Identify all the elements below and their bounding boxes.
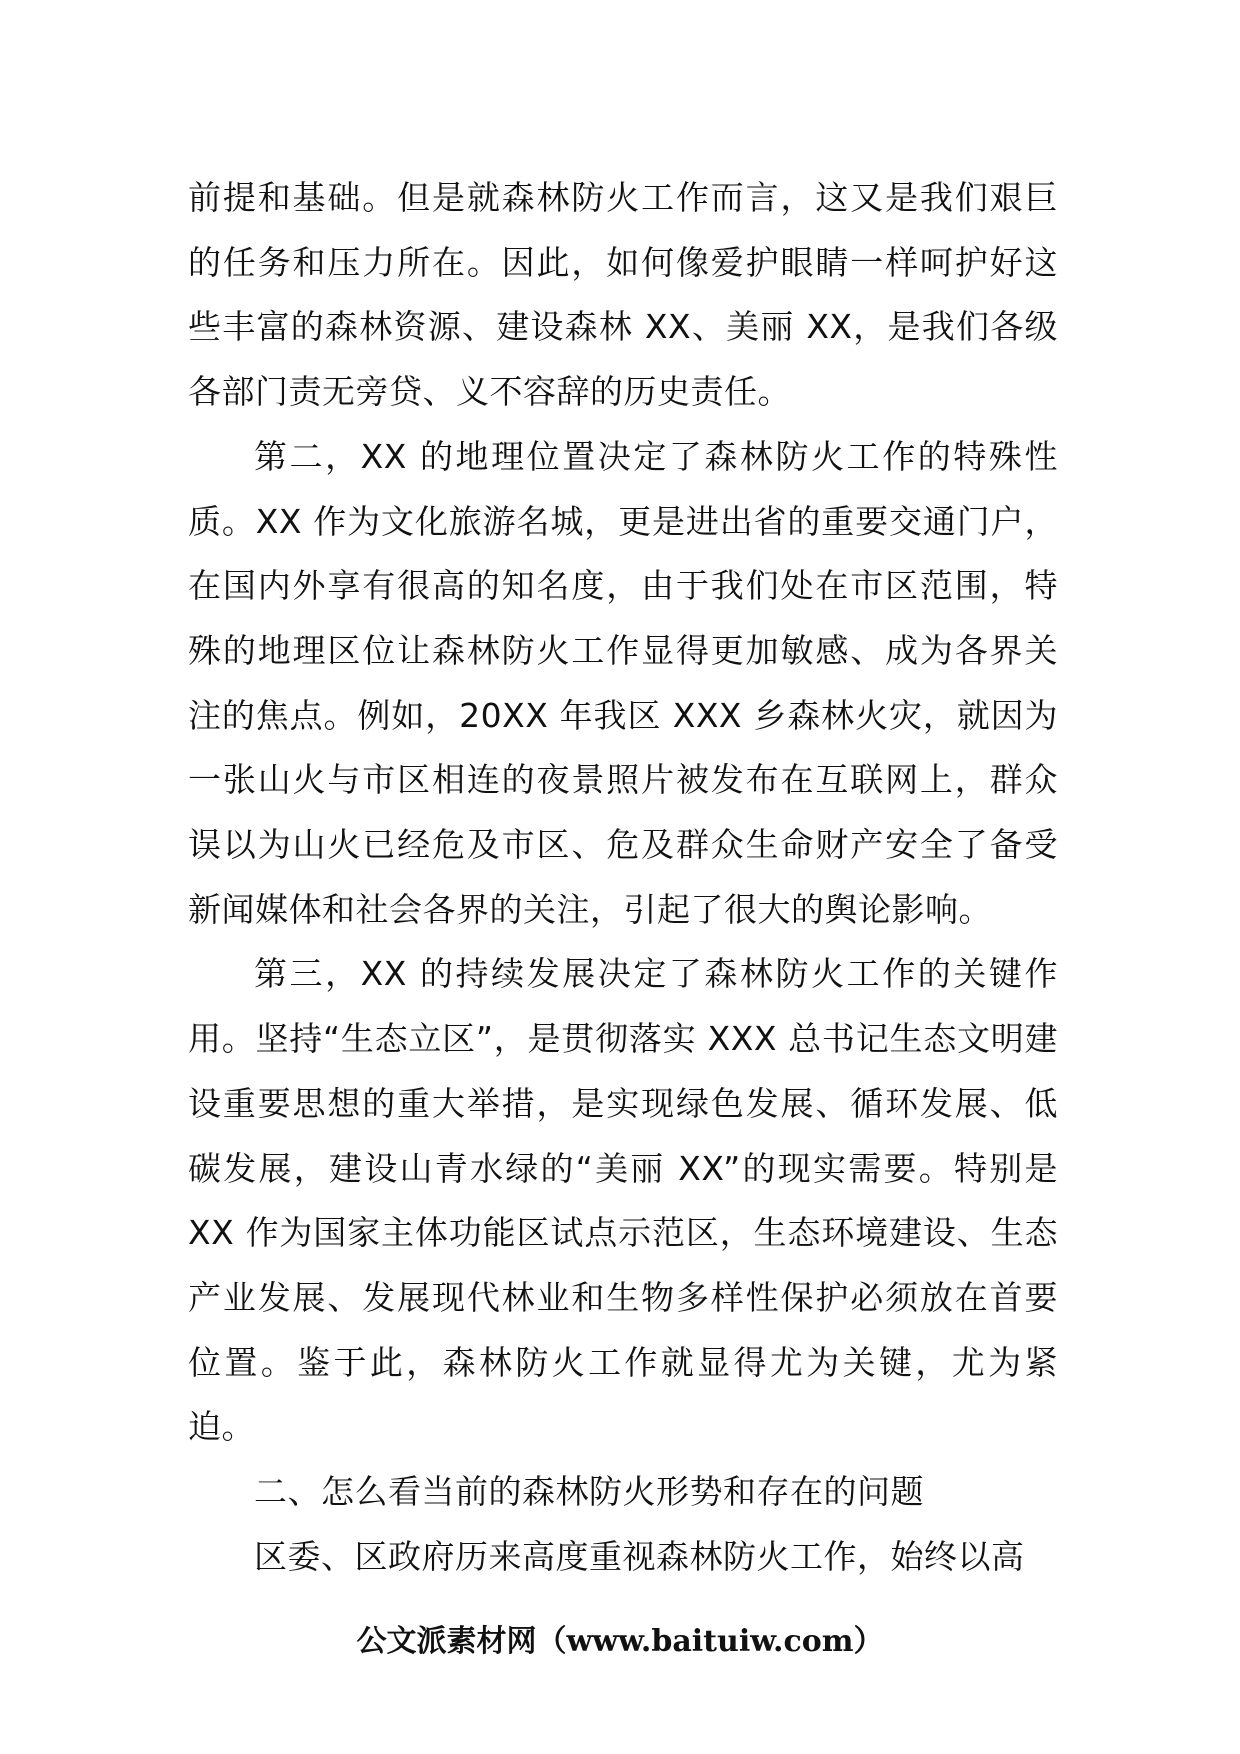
document-body <box>188 166 1058 1589</box>
section-heading: 二、怎么看当前的森林防火形势和存在的问题 <box>254 1472 924 1512</box>
paragraph-section-intro: 区委、区政府历来高度重视森林防火工作，始终以高 <box>254 1536 1025 1576</box>
paragraph-continuation: 前提和基础。但是就森林防火工作而言，这又是我们艰巨的任务和压力所在。因此，如何像爱护眼睛一样呵护好这些丰富的森林资源、建设森林 XX、美丽 XX，是我们各级各部门责无旁贷、义不容辞的历史责任。 <box>188 178 1058 412</box>
paragraph-third-point: 第三，XX 的持续发展决定了森林防火工作的关键作用。坚持“生态立区”，是贯彻落实 XXX 总书记生态文明建设重要思想的重大举措，是实现绿色发展、循环发展、低碳发展，建设山青水绿的“美丽 XX”的现实需要。特别是 XX 作为国家主体功能区试点示范区，生态环境建设、生态产业发展、发展现代林业和生物多样性保护必须放在首要位置。鉴于此，森林防火工作就显得尤为关键，尤为紧迫。 <box>188 954 1058 1447</box>
paragraph-second-point: 第二，XX 的地理位置决定了森林防火工作的特殊性质。XX 作为文化旅游名城，更是进出省的重要交通门户，在国内外享有很高的知名度，由于我们处在市区范围，特殊的地理区位让森林防火工作显得更加敏感、成为各界关注的焦点。例如，20XX 年我区 XXX 乡森林火灾，就因为一张山火与市区相连的夜景照片被发布在互联网上，群众误以为山火已经危及市区、危及群众生命财产安全了备受新闻媒体和社会各界的关注，引起了很大的舆论影响。 <box>188 436 1058 929</box>
footer-watermark: 公文派素材网（www.baituiw.com） <box>356 1624 884 1659</box>
